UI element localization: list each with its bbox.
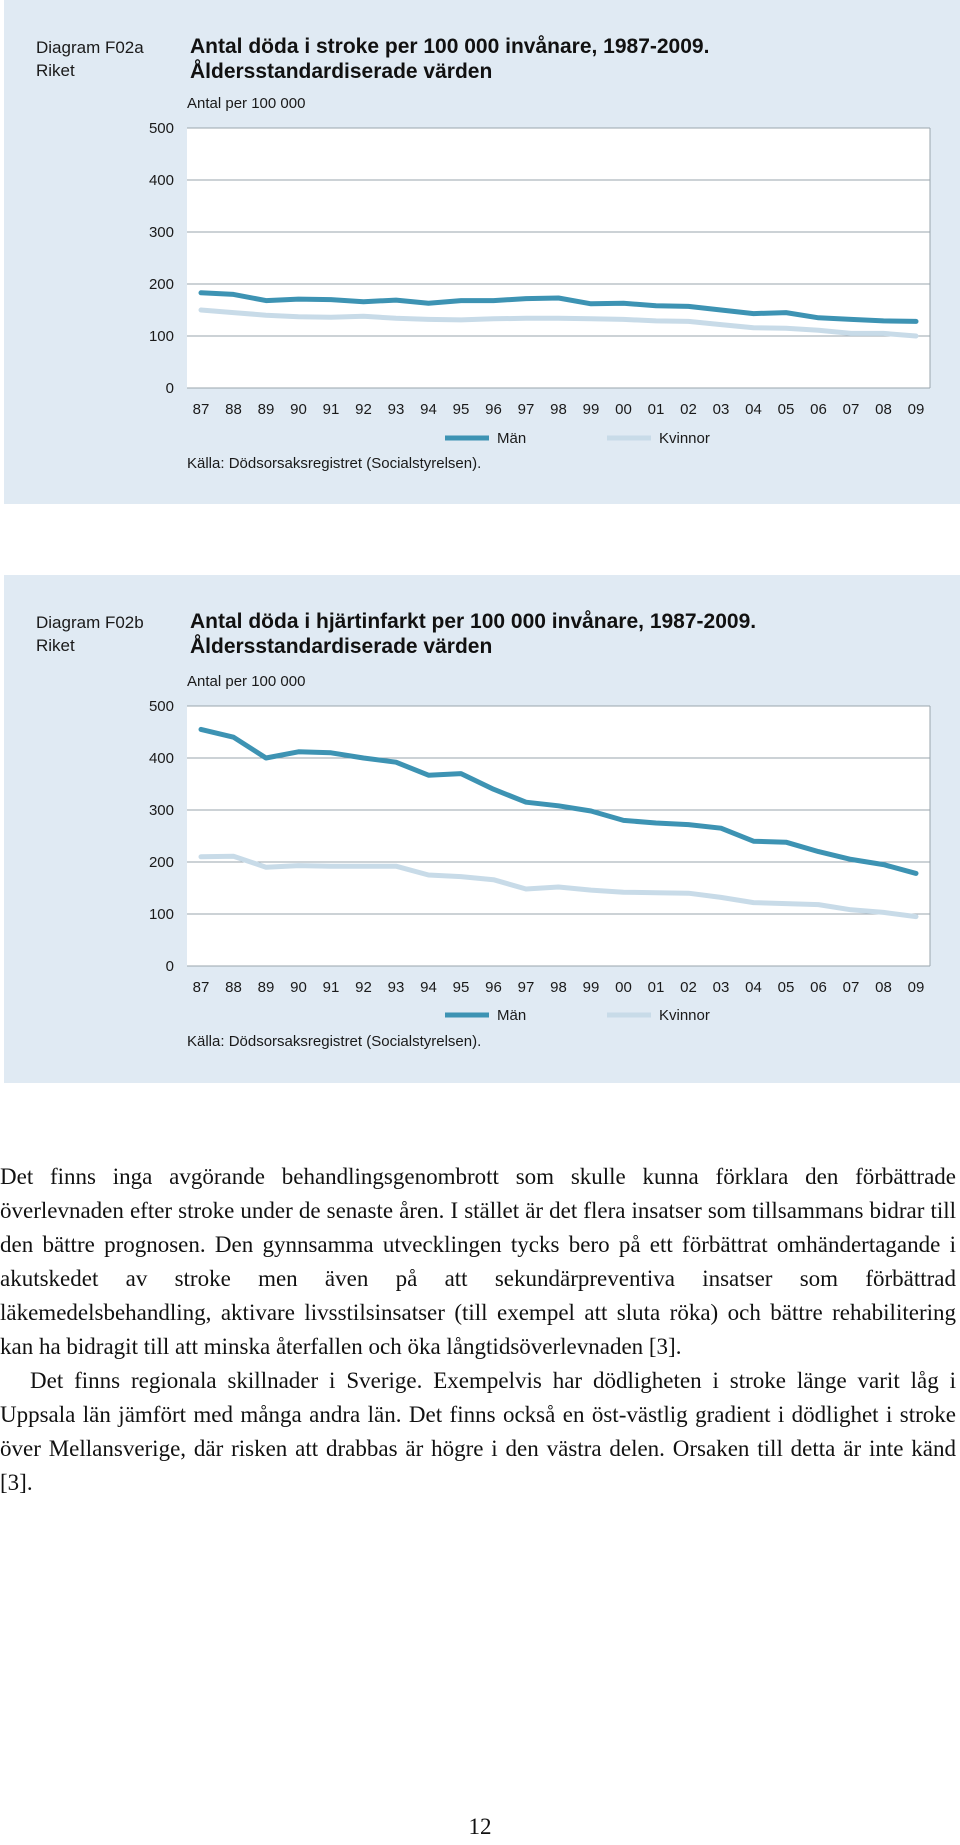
x-tick-label: 96	[485, 401, 502, 418]
y-tick-label: 0	[165, 380, 174, 397]
x-tick-label: 94	[420, 401, 437, 418]
x-tick-label: 99	[582, 979, 600, 996]
y-tick-label: 0	[165, 958, 174, 975]
x-tick-label: 00	[615, 979, 632, 996]
x-tick-label: 93	[387, 979, 405, 996]
x-tick-label: 95	[452, 401, 470, 418]
x-tick-label: 00	[615, 401, 632, 418]
x-tick-label: 97	[517, 979, 535, 996]
page-number: 12	[468, 1814, 492, 1839]
x-tick-label: 02	[680, 979, 697, 996]
chart-title-line-1: Antal döda i hjärtinfarkt per 100 000 invånare, 1987-2009.	[190, 610, 757, 633]
x-tick-label: 90	[290, 401, 307, 418]
x-tick-label: 91	[322, 401, 340, 418]
y-tick-label: 100	[148, 906, 174, 923]
y-axis-label: Antal per 100 000	[187, 673, 306, 690]
paragraph: Det finns inga avgörande behandlingsgenombrott som skulle kunna förklara den förbättrade överlevnaden efter stroke under de senaste åren. I stället är det flera insatser som tillsammans bidrar till den bättre prognosen. Den gynnsamma utvecklingen tycks bero på ett förbättrat omhändertagande i akutskedet av stroke men även på att sekundärpreventiva insatser som förbättrad läkemedelsbehandling, aktivare livsstilsinsatser (till exempel att sluta röka) och bättre rehabilitering kan ha bidragit till att minska återfallen och öka långtidsöverlevnaden [3].	[0, 1164, 956, 1359]
x-tick-label: 08	[875, 979, 892, 996]
chart-title-line-2: Åldersstandardiserade värden	[190, 60, 493, 83]
x-tick-label: 07	[842, 979, 860, 996]
x-tick-label: 06	[810, 979, 827, 996]
legend-label: Kvinnor	[659, 1007, 710, 1024]
x-tick-label: 09	[907, 979, 925, 996]
legend-label: Män	[497, 430, 527, 447]
chart-source: Källa: Dödsorsaksregistret (Socialstyrelsen).	[187, 1033, 482, 1050]
y-tick-label: 200	[148, 276, 174, 293]
y-tick-label: 400	[148, 172, 174, 189]
chart-source: Källa: Dödsorsaksregistret (Socialstyrelsen).	[187, 455, 482, 472]
plot-area	[187, 706, 930, 966]
plot-area	[187, 128, 930, 388]
x-tick-label: 87	[192, 979, 210, 996]
diagram-region: Riket	[36, 636, 75, 655]
x-tick-label: 94	[420, 979, 437, 996]
x-tick-label: 98	[550, 401, 567, 418]
y-tick-label: 300	[148, 224, 174, 241]
chart-panel-stroke	[4, 0, 960, 504]
x-tick-label: 01	[647, 401, 665, 418]
diagram-region: Riket	[36, 61, 75, 80]
x-tick-label: 01	[647, 979, 665, 996]
x-tick-label: 89	[257, 401, 275, 418]
x-tick-label: 87	[192, 401, 210, 418]
x-tick-label: 92	[355, 979, 372, 996]
x-tick-label: 05	[777, 979, 795, 996]
x-tick-label: 07	[842, 401, 860, 418]
chart-title-line-2: Åldersstandardiserade värden	[190, 635, 493, 658]
x-tick-label: 09	[907, 401, 925, 418]
x-tick-label: 93	[387, 401, 405, 418]
chart-panel-heart-attack	[4, 575, 960, 1083]
x-tick-label: 96	[485, 979, 502, 996]
x-tick-label: 03	[712, 401, 730, 418]
x-tick-label: 90	[290, 979, 307, 996]
x-tick-label: 89	[257, 979, 275, 996]
x-tick-label: 97	[517, 401, 535, 418]
diagram-id: Diagram F02b	[36, 613, 144, 632]
y-tick-label: 500	[148, 120, 174, 137]
x-tick-label: 08	[875, 401, 892, 418]
x-tick-label: 92	[355, 401, 372, 418]
heart-attack-line-chart	[4, 575, 960, 1083]
x-tick-label: 04	[745, 979, 762, 996]
y-tick-label: 400	[148, 750, 174, 767]
x-tick-label: 91	[322, 979, 340, 996]
x-tick-label: 88	[225, 401, 242, 418]
y-tick-label: 300	[148, 802, 174, 819]
legend-label: Män	[497, 1007, 527, 1024]
y-tick-label: 100	[148, 328, 174, 345]
y-tick-label: 500	[148, 698, 174, 715]
body-text	[0, 1160, 956, 1500]
x-tick-label: 04	[745, 401, 762, 418]
x-tick-label: 88	[225, 979, 242, 996]
x-tick-label: 05	[777, 401, 795, 418]
x-tick-label: 99	[582, 401, 600, 418]
paragraph: Det finns regionala skillnader i Sverige. Exempelvis har dödligheten i stroke länge varit låg i Uppsala län jämfört med många andra län. Det finns också en öst-västlig gradient i dödlighet i stroke över Mellansverige, där risken att drabbas är högre i den västra delen. Orsaken till detta är inte känd [3].	[0, 1368, 956, 1495]
x-tick-label: 06	[810, 401, 827, 418]
y-tick-label: 200	[148, 854, 174, 871]
x-tick-label: 02	[680, 401, 697, 418]
legend-label: Kvinnor	[659, 430, 710, 447]
y-axis-label: Antal per 100 000	[187, 95, 306, 112]
x-tick-label: 95	[452, 979, 470, 996]
x-tick-label: 03	[712, 979, 730, 996]
diagram-id: Diagram F02a	[36, 38, 144, 57]
stroke-line-chart	[4, 0, 960, 504]
chart-title-line-1: Antal döda i stroke per 100 000 invånare, 1987-2009.	[190, 35, 710, 58]
x-tick-label: 98	[550, 979, 567, 996]
